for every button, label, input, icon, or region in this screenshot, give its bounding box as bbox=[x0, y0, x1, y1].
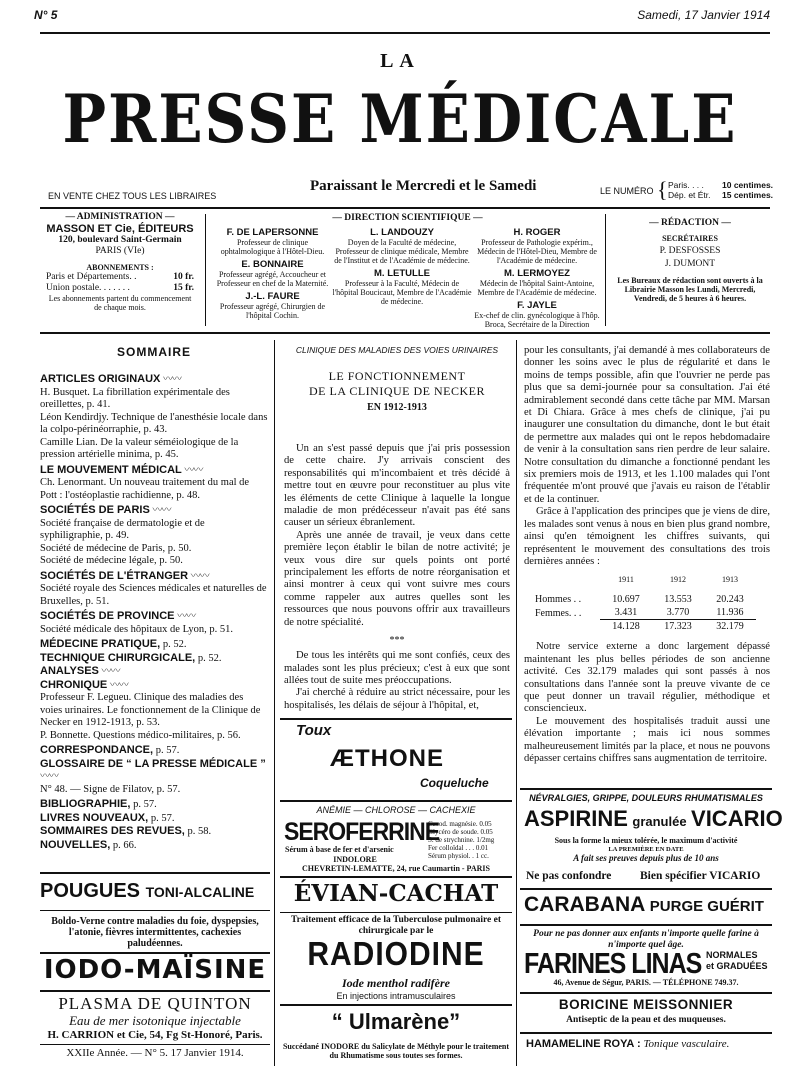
subtitle: Paraissant le Mercredi et le Samedi bbox=[310, 178, 537, 194]
ad-aspirine: ASPIRINE granulée VICARIO bbox=[524, 806, 783, 831]
ad-boricine-sub: Antiseptic de la peau et des muqueuses. bbox=[566, 1015, 726, 1025]
ad-carrion: H. CARRION et Cie, 54, Fg St-Honoré, Paris. bbox=[47, 1029, 263, 1041]
en-vente: EN VENTE CHEZ TOUS LES LIBRAIRES bbox=[48, 191, 217, 201]
asterism: *** bbox=[389, 635, 405, 647]
brace-icon: { bbox=[657, 177, 668, 202]
squiggle-icon: 〰〰 bbox=[163, 374, 182, 385]
article-paragraph: J'ai cherché à réduire au strict nécessaire, pour les hospitalisés, les délais de séjour à l'hôpital, et, bbox=[284, 687, 510, 711]
ad-plasma-quinton: PLASMA DE QUINTON bbox=[58, 994, 252, 1013]
ad-toux: Toux bbox=[296, 722, 332, 739]
article-paragraph: Le mouvement des hospitalisés traduit aussi une élévation importante ; mais ici nous sommes malheureusement limités par la place, et nous ne pouvons dépasser certains chiffres sans augmentation de territoire. bbox=[524, 715, 770, 764]
masthead-la: LA bbox=[380, 50, 420, 72]
ad-coqueluche: Coqueluche bbox=[420, 776, 489, 790]
article-paragraph: De tous les intérêts qui me sont confiés, ceux des malades sont les plus précieux; c'est à eux que sont allées tout de suite mes préoccupations. bbox=[284, 650, 510, 686]
article-rubric: CLINIQUE DES MALADIES DES VOIES URINAIRES bbox=[295, 345, 499, 355]
ad-eau-de-mer: Eau de mer isotonique injectable bbox=[69, 1013, 241, 1028]
ad-iodo-maisine: IODO-MAÏSINE bbox=[43, 955, 267, 985]
direction-title: — DIRECTION SCIENTIFIQUE — bbox=[332, 213, 483, 223]
squiggle-icon: 〰〰 bbox=[190, 570, 209, 582]
consultations-table: 1911 1912 1913 Hommes . . 10.697 13.553 20.243 Femmes. . . 3.431 3.770 11.936 14.128 17.323 32.179 bbox=[534, 574, 756, 633]
ad-ulmarene: “ Ulmarène” bbox=[331, 1009, 461, 1034]
article-title: LE FONCTIONNEMENT bbox=[328, 369, 466, 383]
article-paragraph: Notre service externe a donc largement dépassé maintenant les plus belles périodes de son ancienne activité. Ces 32.179 malades qui sont passés à nos consultations dans l'année sont la preuve vivante de ce que peut donner un travail régulier, méthodique et consciencieux. bbox=[524, 641, 770, 715]
redaction-block: — RÉDACTION — SECRÉTAIRES P. DESFOSSES J. DUMONT Les Bureaux de rédaction sont ouverts à la Librairie Masson les Lundi, Mercredi, Vendredi, de 5 heures à 6 heures. bbox=[617, 218, 763, 303]
issue-footer: XXIIe Année. — N° 5. 17 Janvier 1914. bbox=[66, 1047, 244, 1059]
issue-number: N° 5 bbox=[34, 8, 58, 22]
ad-aspirine-lines: Sous la forme la mieux tolérée, le maximum d'activité LA PREMIÈRE EN DATE A fait ses preuves depuis plus de 10 ans bbox=[554, 836, 738, 863]
ad-farines-kinds: NORMALES et GRADUÉES bbox=[706, 950, 768, 971]
article-paragraph: pour les consultants, j'ai demandé à mes collaborateurs de donner les soins avec le plus de régularité et dans le moins de temps possible, afin que l'ouvrier ne perde pas plus que sa demi-journée pour sa consultation. J'ai été admirablement secondé dans cette tâche par MM. Marsan et Di Chiara. Grâce à mes chefs de clinique, j'ai pu inaugurer une consultation du dimanche, dont le but était de permettre aux malades qui ont le repos hebdomadaire de venir à la consultation sans rien perdre de leur salaire. Notre consultation du dimanche a fonctionné pendant les six premiers mois de 1913, et les 1.100 malades qui l'ont fréquentée m'ont prouvé que j'avais eu raison de l'établir et de la continuer. bbox=[524, 345, 770, 505]
price-labels: Paris. . . . Dép. et Étr. bbox=[668, 180, 711, 200]
sommaire: SOMMAIRE ARTICLES ORIGINAUX 〰〰 H. Busquet. La fibrillation expérimentale des oreillettes, p. 41. Léon Kendirdjy. Technique de l'anesthésie locale dans la colpo-périnéorraphie, p. 43. Camille Lian. De la valeur séméiologique de la pression artérielle minima, p. 45. LE MOUVEMENT MÉDICAL 〰〰 Ch. Lenormant. Un nouveau traitement du mal de Pott : l'ostéoplastie rachidienne, p. 48. SOCIÉTÉS DE PARIS 〰〰 Société française de dermatologie et de syphiligraphie, p. 49. Société de médecine de Paris, p. 50. Société de médecine légale, p. 50. SOCIÉTÉS DE L'ÉTRANGER 〰〰 Société royale des Sciences médicales et naturelles de Bruxelles, p. 51. SOCIÉTÉS DE PROVINCE 〰〰 Société médicale des hôpitaux de Lyon, p. 51. MÉDECINE PRATIQUE, p. 52. TECHNIQUE CHIRURGICALE, p. 52. ANALYSES 〰〰 CHRONIQUE 〰〰 Professeur F. Legueu. Clinique des maladies des voies urinaires. Le fonctionnement de la Clinique de Necker en 1912-1913, p. 53. P. Bonnette. Questions médico-militaires, p. 56. CORRESPONDANCE, p. 57. GLOSSAIRE DE “ LA PRESSE MÉDICALE ” 〰〰 N° 48. — Signe de Filatov, p. 57. BIBLIOGRAPHIE, p. 57. LIVRES NOUVEAUX, p. 57. SOMMAIRES DES REVUES, p. 58. NOUVELLES, p. 66. bbox=[40, 345, 268, 851]
article-paragraph: Après une année de travail, je veux dans cette première leçon établir le bilan de notre activité; je veux vous dire sur quels points ont porté principalement les efforts de notre réorganisation et ainsi montrer à ceux qui vont suivre mes cours comme rappeler aux autres quelles sont les ressources que nous pouvons offrir aux travailleurs de notre spécialité. bbox=[284, 529, 510, 628]
squiggle-icon: 〰〰 bbox=[184, 464, 203, 476]
ad-ne-pas-confondre: Ne pas confondre bbox=[526, 870, 612, 882]
article-paragraph: Grâce à l'application des principes que je viens de dire, les malades sont venus à nous en bien plus grand nombre, ainsi qu'en témoignent les chiffres suivants, qui représentent le mouvement des consultations des trois dernières années : bbox=[524, 506, 770, 567]
article: CLINIQUE DES MALADIES DES VOIES URINAIRES LE FONCTIONNEMENT DE LA CLINIQUE DE NECKER EN 1912-1913 Un an s'est passé depuis que j'ai pris possession de cette chaire. J'y arrivais conscient des responsabilités qui m'incombaient et très décidé à mettre tout en œuvre pour reconstituer au plus vite les éléments de cette Clinique à laquelle la longue maladie de mon prédécesseur n'avait pas été sans causer un sérieux ébranlement. Après une année de travail, je veux dans cette première leçon établir le bilan de notre activité; je veux vous dire sur quels points ont porté principalement les efforts de notre réorganisation et ainsi montrer à ceux qui vont suivre mes cours comme rappeler aux autres quelles sont les ressources que nous pouvons offrir aux travailleurs de notre spécialité. *** De tous les intérêts qui me sont confiés, ceux des malades sont les plus précieux; c'est à eux que sont allées tout de suite mes préoccupations. J'ai cherché à réduire au strict nécessaire, pour les hospitalisés, les délais de séjour à l'hôpital, et, bbox=[284, 345, 510, 711]
table-row: 14.128 17.323 32.179 bbox=[612, 621, 744, 633]
ad-ulmarene-sub: Succédané INODORE du Salicylate de Méthyle pour le traitement du Rhumatisme sous toutes ses formes. bbox=[282, 1042, 510, 1060]
issue-date: Samedi, 17 Janvier 1914 bbox=[637, 8, 770, 22]
administration-block: — ADMINISTRATION — MASSON ET Cie, ÉDITEURS 120, boulevard Saint-Germain PARIS (VIe) ABONNEMENTS : Paris et Départements. . 10 fr. Union postale. . . . . . . 15 fr. Les abonnements partent du commencement de chaque mois. bbox=[46, 212, 194, 312]
le-numero: LE NUMÉRO bbox=[600, 186, 654, 196]
direction-col-3: H. ROGER Professeur de Pathologie expérim., Médecin de l'Hôtel-Dieu, Membre de l'Académie de médecine. M. LERMOYEZ Médecin de l'hôpital Saint-Antoine, Membre de l'Académie de médecine. F. JAYLE Ex-chef de clin. gynécologique à l'hôp. Broca, Secrétaire de la Direction bbox=[474, 227, 600, 329]
ad-carabana: CARABANA PURGE GUÉRIT bbox=[524, 893, 764, 916]
direction-col-2: L. LANDOUZY Doyen de la Faculté de médecine, Professeur de clinique médicale, Membre de l'Institut et de l'Académie de médecine. M. LETULLE Professeur à la Faculté, Médecin de l'hôpital Boucicaut, Membre de l'Académie de médecine. bbox=[332, 227, 472, 306]
ad-linas-address: 46, Avenue de Ségur, PARIS. — TÉLÉPHONE 749.37. bbox=[553, 978, 739, 987]
price-values: 10 centimes. 15 centimes. bbox=[722, 180, 774, 200]
ad-hamameline: HAMAMELINE ROYA : Tonique vasculaire. bbox=[526, 1038, 730, 1050]
ad-radiodine-top: Traitement efficace de la Tuberculose pulmonaire et chirurgicale par le bbox=[290, 915, 502, 936]
ad-farines-linas: FARINES LINAS bbox=[524, 947, 702, 981]
squiggle-icon: 〰〰 bbox=[40, 771, 58, 782]
ad-boricine: BORICINE MEISSONNIER bbox=[558, 997, 734, 1012]
ad-chevretin: CHEVRETIN-LEMATTE, 24, rue Caumartin - PARIS bbox=[302, 864, 490, 873]
direction-col-1: F. DE LAPERSONNE Professeur de clinique ophtalmologique à l'Hôtel-Dieu. E. BONNAIRE Professeur agrégé, Accoucheur et Professeur en chef de la Maternité. J.-L. FAURE Professeur agrégé, Chirurgien de l'hôpital Cochin. bbox=[216, 227, 329, 320]
ad-radiodine: RADIODINE bbox=[307, 936, 485, 973]
ad-aethone: ÆTHONE bbox=[330, 745, 444, 772]
sommaire-title: SOMMAIRE bbox=[117, 345, 191, 359]
article-continued bbox=[524, 345, 770, 765]
ad-injections: En injections intramusculaires bbox=[336, 991, 456, 1001]
ad-boldo-verne: Boldo-Verne contre maladies du foie, dyspepsies, l'atonie, fièvres intermittentes, cachexies paludéennes. bbox=[51, 916, 259, 949]
ad-farines-top: Pour ne pas donner aux enfants n'importe quelle farine à n'importe quel âge. bbox=[533, 929, 759, 950]
table-row: Femmes. . . 3.431 3.770 11.936 bbox=[534, 606, 756, 620]
ad-pougues: POUGUES TONI-ALCALINE bbox=[40, 880, 255, 902]
squiggle-icon: 〰〰 bbox=[101, 666, 120, 677]
ad-seroferrine: SEROFERRINE bbox=[284, 816, 440, 846]
table-row: Hommes . . 10.697 13.553 20.243 bbox=[535, 594, 744, 606]
article-paragraph: Un an s'est passé depuis que j'ai pris possession de cette chaire. J'y arrivais conscient des responsabilités qui m'incombaient et très décidé à mettre tout en œuvre pour reconstituer au plus vite les éléments de cette Clinique à laquelle la longue maladie de mon prédécesseur n'avait pas été sans causer un sérieux ébranlement. bbox=[284, 443, 510, 529]
squiggle-icon: 〰〰 bbox=[177, 611, 196, 622]
squiggle-icon: 〰〰 bbox=[152, 505, 171, 516]
ad-anemie: ANÉMIE — CHLOROSE — CACHEXIE bbox=[316, 805, 476, 815]
ad-seroferrine-composition: Cacod. magnésie. 0.05 Glycéro de soude. 0.05 S. de strychnine. 1/2mg Fer colloïdal . . . 0.01 Sérum physiol. . 1 cc. bbox=[428, 820, 495, 860]
masthead-title: PRESSE MÉDICALE bbox=[62, 79, 738, 158]
squiggle-icon: 〰〰 bbox=[109, 679, 128, 691]
ad-evian-cachat: ÉVIAN-CACHAT bbox=[293, 880, 499, 907]
ad-specifier-vicario: Bien spécifier VICARIO bbox=[640, 870, 761, 882]
ad-seroferrine-sub: Sérum à base de fer et d'arsenic INDOLORE bbox=[285, 845, 394, 864]
ad-iode-menthol: Iode menthol radifère bbox=[342, 976, 450, 990]
ad-nevralgies: NÉVRALGIES, GRIPPE, DOULEURS RHUMATISMALES bbox=[529, 793, 763, 803]
